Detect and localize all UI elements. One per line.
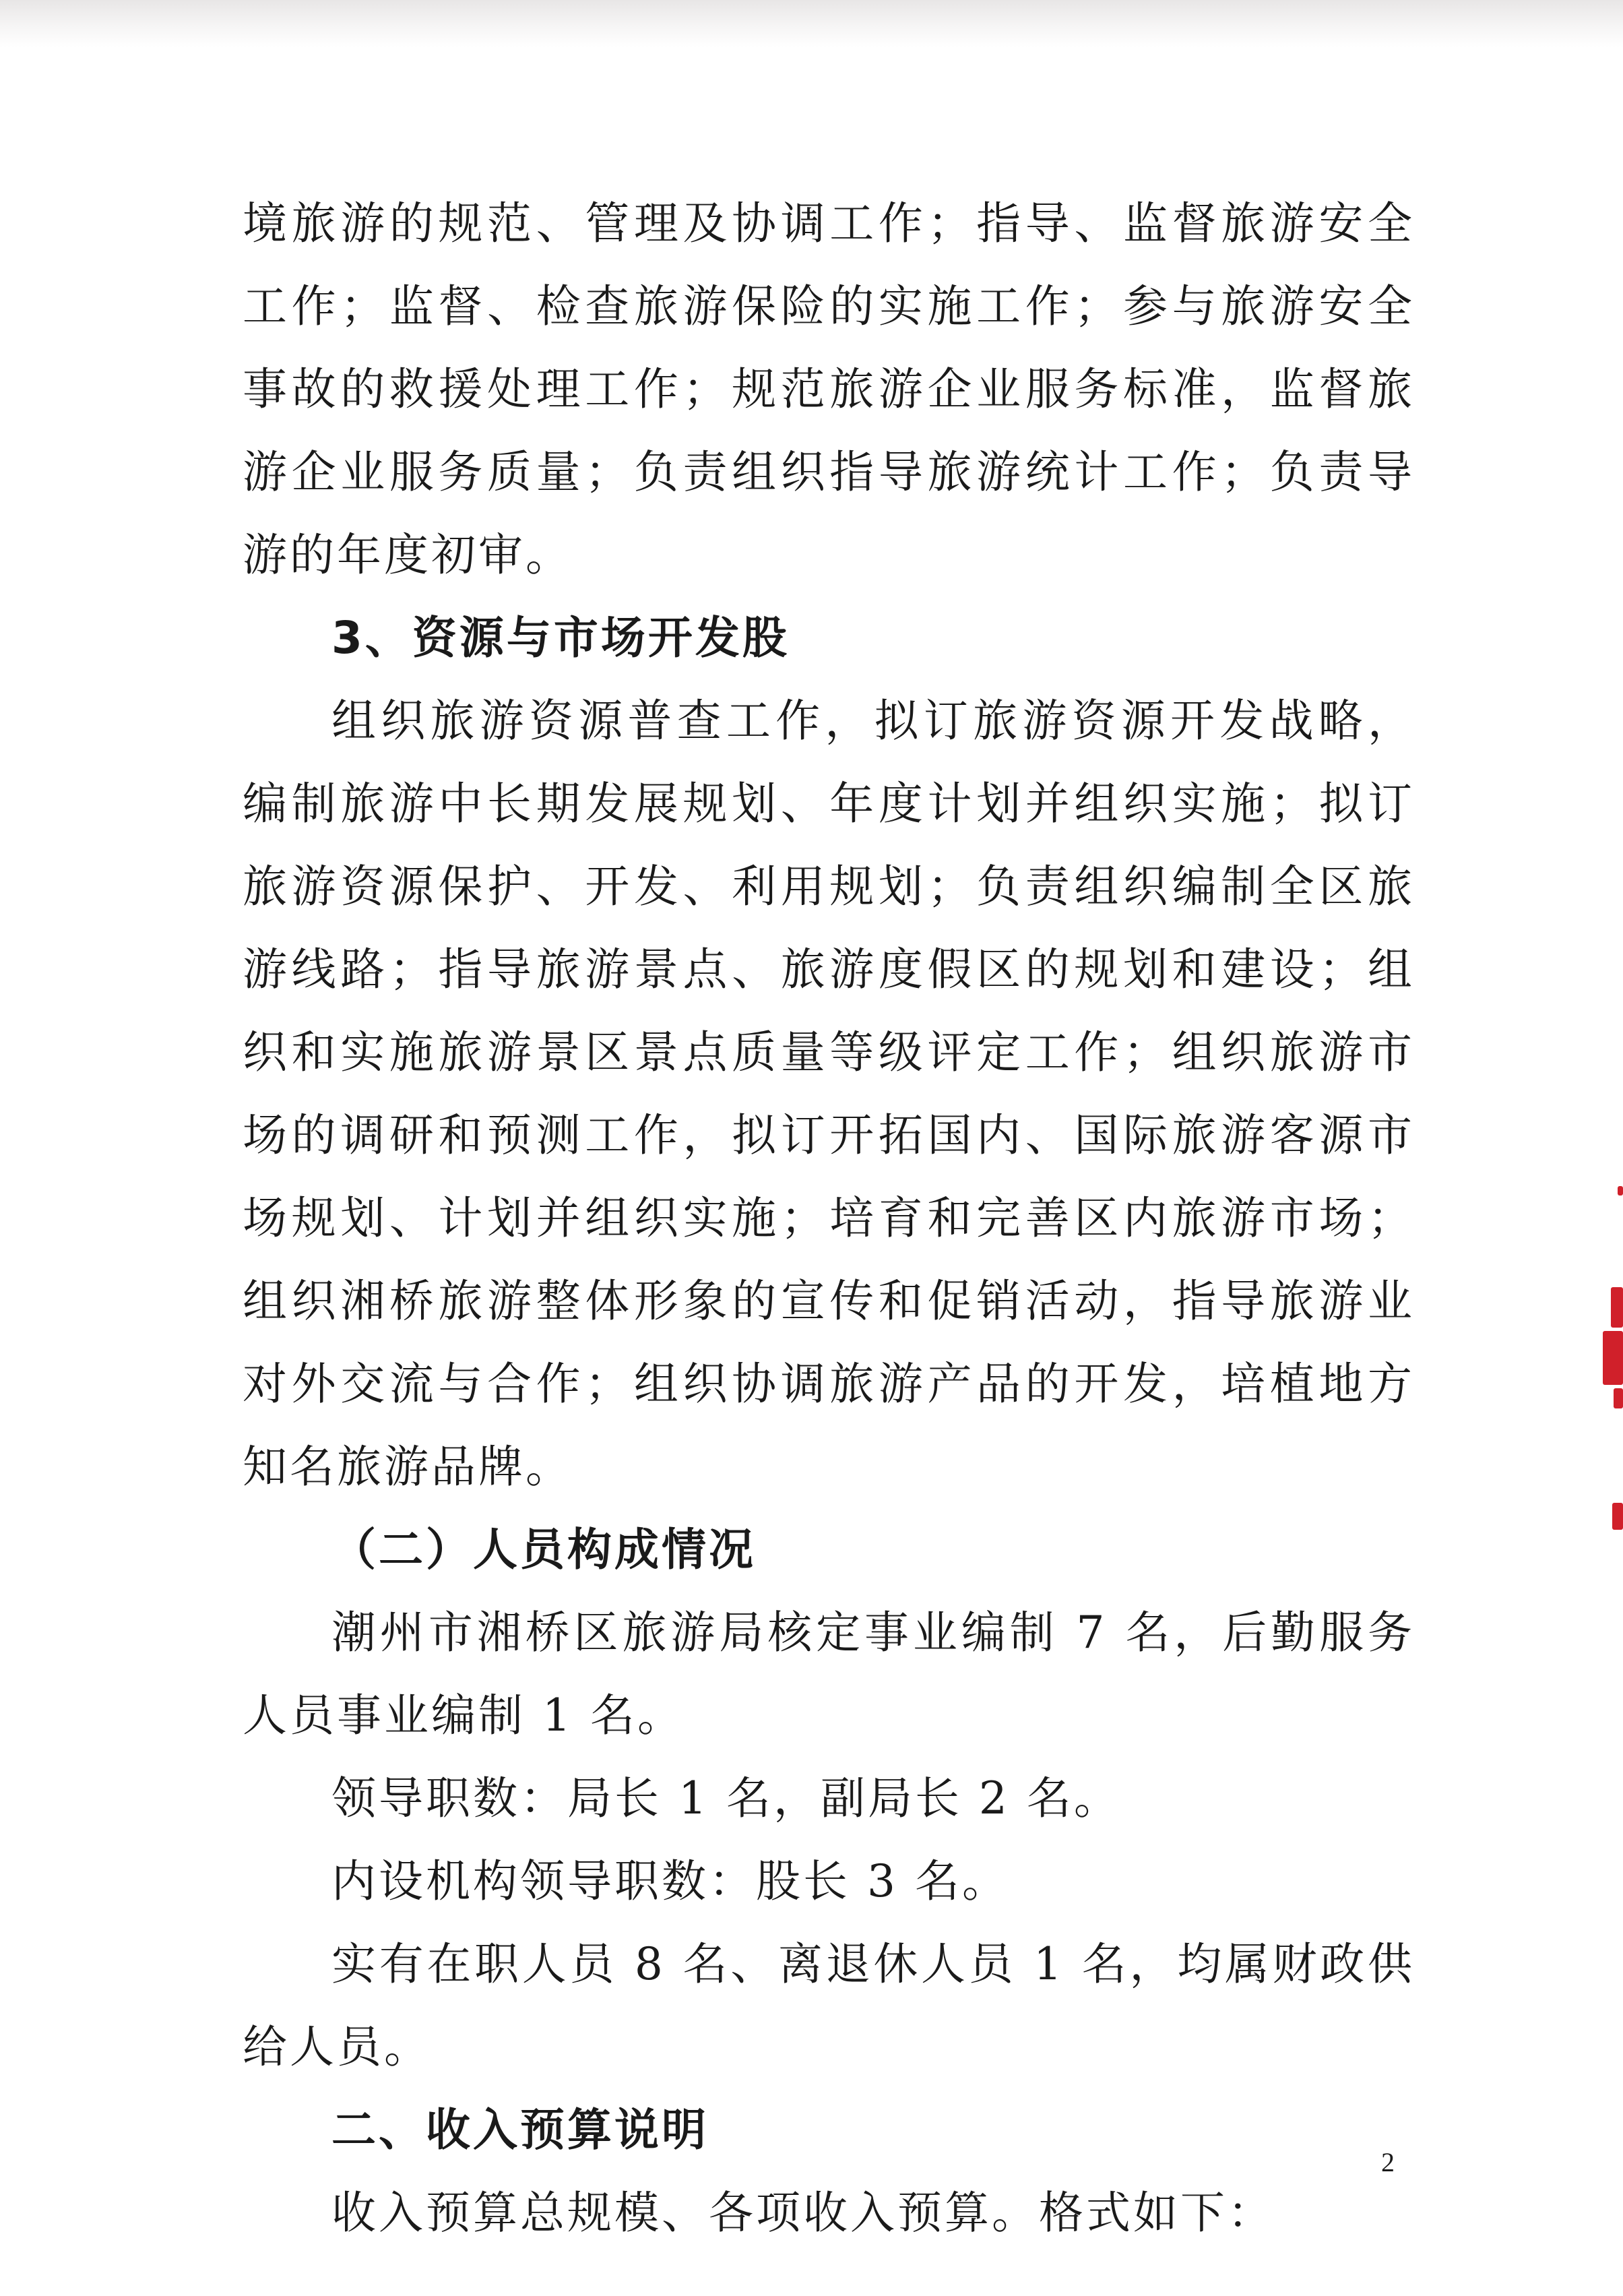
paragraph-leadership-positions: 领导职数：局长 1 名，副局长 2 名。 bbox=[331, 1772, 1121, 1824]
document-body bbox=[243, 182, 1415, 2254]
scan-shadow bbox=[0, 0, 1623, 47]
page-number: 2 bbox=[1381, 2147, 1395, 2177]
heading-staff-composition: （二）人员构成情况 bbox=[331, 1524, 756, 1576]
heading-resource-market-section: 3、资源与市场开发股 bbox=[331, 612, 790, 664]
paragraph-resource-duties: 组织旅游资源普查工作，拟订旅游资源开发战略，编制旅游中长期发展规划、年度计划并组织实施；拟订旅游资源保护、开发、利用规划；负责组织编制全区旅游线路；指导旅游景点、旅游度假区的规划和建设；组织和实施旅游景区景点质量等级评定工作；组织旅游市场的调研和预测工作，拟订开拓国内、国际旅游客源市场规划、计划并组织实施；培育和完善区内旅游市场；组织湘桥旅游整体形象的宣传和促销活动，指导旅游业对外交流与合作；组织协调旅游产品的开发，培植地方知名旅游品牌。 bbox=[243, 695, 1415, 1493]
paragraph-income-budget-intro: 收入预算总规模、各项收入预算。格式如下： bbox=[331, 2187, 1275, 2239]
seal-stamp-edge bbox=[1600, 1186, 1623, 1537]
paragraph-staff-quota: 潮州市湘桥区旅游局核定事业编制 7 名，后勤服务人员事业编制 1 名。 bbox=[243, 1607, 1415, 1741]
paragraph-actual-staff: 实有在职人员 8 名、离退休人员 1 名，均属财政供给人员。 bbox=[243, 1938, 1415, 2073]
paragraph-section-chief-positions: 内设机构领导职数：股长 3 名。 bbox=[331, 1855, 1009, 1907]
heading-income-budget: 二、收入预算说明 bbox=[331, 2104, 709, 2156]
paragraph-tourism-management: 境旅游的规范、管理及协调工作；指导、监督旅游安全工作；监督、检查旅游保险的实施工作；参与旅游安全事故的救援处理工作；规范旅游企业服务标准，监督旅游企业服务质量；负责组织指导旅游统计工作；负责导游的年度初审。 bbox=[243, 197, 1415, 581]
